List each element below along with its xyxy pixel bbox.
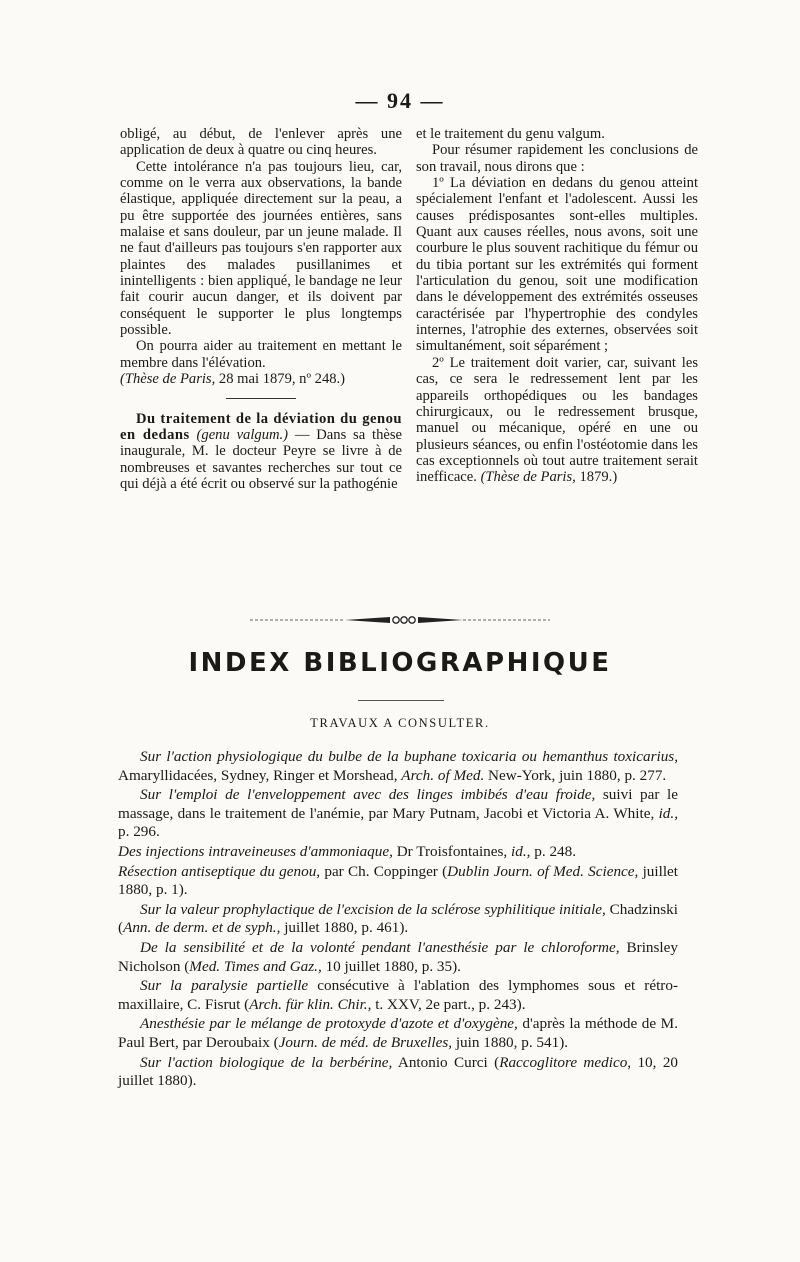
section-text: — Dans sa thèse inaugurale, M. le docteur Peyre se livre à de nombreuses et savantes recherches sur tout ce qui déjà a été écrit ou observé sur la pathogénie <box>120 426 403 492</box>
entry-title: Sur l'action biologique de la berbérine, <box>140 1053 393 1071</box>
entry-text: t. XXV, 2e part., p. 243). <box>371 995 526 1013</box>
ornament-divider <box>250 613 550 627</box>
entry-text: consécutive à l'ablation des lymphomes sous et rétro-maxillaire, C. Fisrut ( <box>118 977 678 1013</box>
entry-source: id., <box>658 804 678 822</box>
right-column <box>416 126 698 486</box>
index-title: INDEX BIBLIOGRAPHIQUE <box>188 648 612 678</box>
entry-source: Arch. of Med. <box>401 766 485 784</box>
entry-title: Des injections intraveineuses d'ammoniaque, <box>118 842 393 860</box>
section-paragraph <box>120 411 402 493</box>
bibliography-entry <box>118 843 678 862</box>
citation-italic: (Thèse de Paris, <box>120 371 216 388</box>
entry-text: p. 248. <box>530 842 577 860</box>
entry-source: Arch. für klin. Chir., <box>249 995 372 1013</box>
section-divider <box>226 398 296 399</box>
bibliography-entry <box>118 786 678 842</box>
right-paragraph-4-text: 2º Le traitement doit varier, car, suivant les cas, ce sera le redressement lent par les appareils orthopédiques ou les bandages chirurgicaux, ou le redressement brusque, manuel ou mécanique, opéré en une ou plusieurs séances, ou enfin l'ostéotomie dans les cas exceptionnels où tout autre traitement serait inefficace. <box>416 354 698 486</box>
bibliography-entry <box>118 748 678 785</box>
bibliography-entry <box>118 939 678 976</box>
right-paragraph-4 <box>416 355 698 486</box>
entry-source: Ann. de derm. et de syph., <box>123 919 281 937</box>
entry-title: Résection antiseptique du genou, <box>118 862 321 880</box>
entry-title: Sur la valeur prophylactique de l'excision de la sclérose syphilitique initiale, <box>140 900 606 918</box>
entry-source: Raccoglitore medico, <box>499 1053 632 1071</box>
entry-title: Anesthésie par le mélange de protoxyde d'azote et d'oxygène, <box>140 1015 518 1033</box>
section-heading: Du traitement de la déviation du genou en dedans <box>120 410 402 443</box>
entry-text: juillet 1880, p. 461). <box>280 919 409 937</box>
left-citation <box>120 371 402 387</box>
entry-text: d'après la méthode de M. Paul Bert, par Deroubaix ( <box>118 1015 678 1051</box>
bibliography-entry <box>118 901 678 938</box>
bibliography-entry <box>118 977 678 1014</box>
entry-source: Dublin Journ. of Med. Science, <box>447 862 639 880</box>
bibliography-entry <box>118 863 678 900</box>
entry-text: Amaryllidacées, Sydney, Ringer et Morshead, <box>118 766 402 784</box>
bibliography-list <box>118 748 678 1092</box>
entry-title: De la sensibilité et de la volonté pendant l'anesthésie par le chloroforme, <box>140 938 620 956</box>
right-paragraph-3: 1º La déviation en dedans du genou atteint spécialement l'enfant et l'adolescent. Aussi les causes prédisposantes sont-elles multiples. Quant aux causes réelles, nous avons, soit une courbure le plus souvent rachitique du fémur ou du tibia portant sur les extrémités qui forment l'articulation du genou, soit une modification dans le développement des extrémités osseuses caractérisée par l'hypertrophie des condyles internes, l'atrophie des externes, observées soit simultanément, soit séparément ; <box>416 175 698 355</box>
left-paragraph-2: Cette intolérance n'a pas toujours lieu, car, comme on le verra aux observations, la bande élastique, appliquée directement sur la peau, a pu être supportée des journées entières, sans malaise et sans douleur, par un jeune malade. Il ne faut d'ailleurs pas toujours s'en rapporter aux plaintes des malades pusillanimes et inintelligents : bien appliqué, le bandage ne leur fait courir aucun danger, et ils doivent par conséquent le supporter le plus longtemps possible. <box>120 158 402 339</box>
entry-title: Sur la paralysie partielle <box>140 977 309 995</box>
left-paragraph-3: On pourra aider au traitement en mettant le membre dans l'élévation. <box>120 338 402 371</box>
entry-text: Brinsley Nicholson ( <box>118 938 678 975</box>
right-paragraph-2: Pour résumer rapidement les conclusions de son travail, nous dirons que : <box>416 142 698 175</box>
entry-title: Sur l'action physiologique du bulbe de la buphane toxicaria ou hemanthus toxicarius, <box>140 748 678 765</box>
subheading: TRAVAUX A CONSULTER. <box>310 716 490 730</box>
entry-text: juin 1880, p. 541). <box>452 1033 569 1051</box>
entry-text: 10 juillet 1880, p. 35). <box>321 957 461 975</box>
entry-text: Dr Troisfontaines, <box>392 842 512 860</box>
entry-text: suivi par le massage, dans le traitement de l'anémie, par Mary Putnam, Jacobi et Victoria A. White, <box>118 786 679 822</box>
title-rule <box>358 700 444 701</box>
right-citation-rest: 1879.) <box>575 469 618 486</box>
entry-text: Chadzinski ( <box>118 900 678 937</box>
entry-source: Journ. de méd. de Bruxelles, <box>278 1033 453 1051</box>
entry-text: par Ch. Coppinger ( <box>320 862 448 880</box>
entry-title: Sur l'emploi de l'enveloppement avec des linges imbibés d'eau froide, <box>140 786 596 804</box>
entry-source: Med. Times and Gaz., <box>189 957 322 975</box>
entry-text: p. 296. <box>118 823 160 841</box>
bibliography-entry <box>118 1015 678 1052</box>
entry-text: New-York, juin 1880, p. 277. <box>484 766 667 784</box>
entry-text: Antonio Curci ( <box>392 1053 500 1071</box>
bibliography-entry <box>118 1054 678 1091</box>
entry-text: 10, 20 juillet 1880). <box>118 1053 679 1090</box>
citation-rest: 28 mai 1879, nº 248.) <box>215 371 346 388</box>
left-column <box>120 126 402 492</box>
entry-source: id., <box>511 842 531 860</box>
page-number: — 94 — <box>355 88 445 113</box>
section-italic: (genu valgum.) <box>196 426 289 443</box>
right-citation-italic: (Thèse de Paris, <box>480 469 576 486</box>
left-paragraph-1: obligé, au début, de l'enlever après une application de deux à quatre ou cinq heures. <box>120 126 402 159</box>
right-paragraph-1: et le traitement du genu valgum. <box>416 126 605 142</box>
entry-text: juillet 1880, p. 1). <box>118 862 679 899</box>
